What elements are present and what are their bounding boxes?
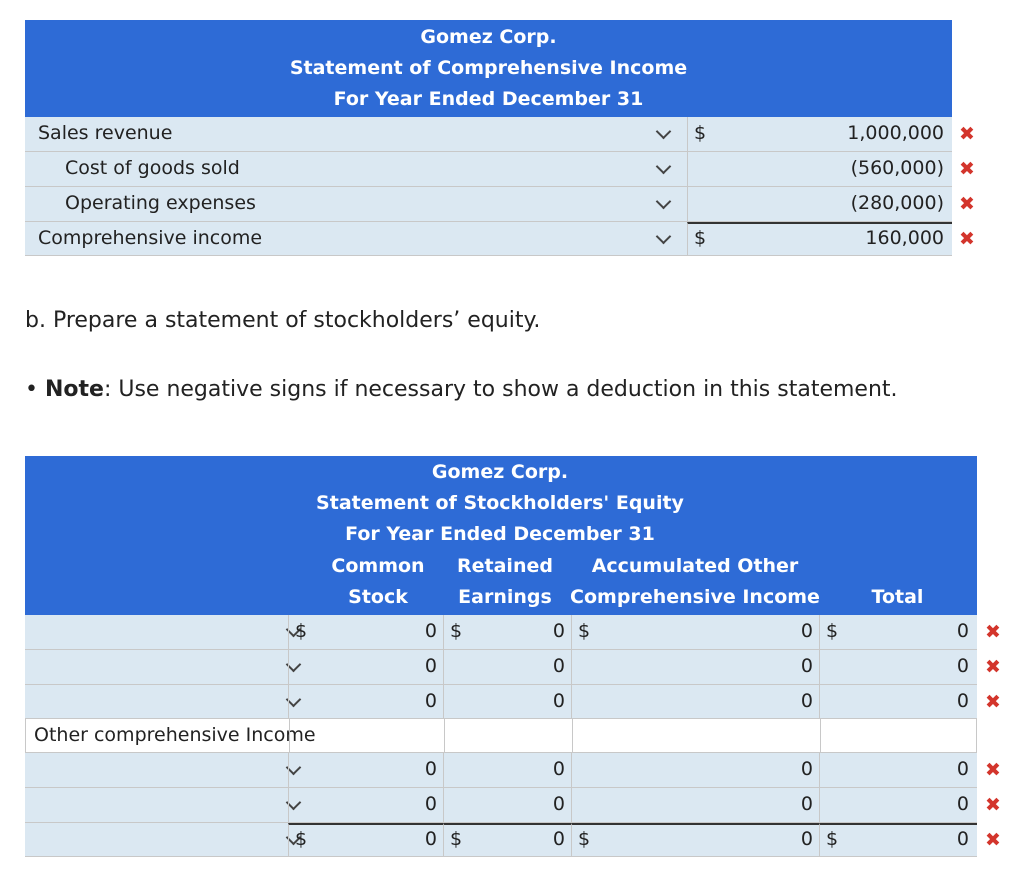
part-b-instruction: b. Prepare a statement of stockholders’ equity. xyxy=(25,308,541,333)
chevron-down-icon[interactable] xyxy=(656,124,672,140)
statement-title: Statement of Stockholders' Equity xyxy=(316,492,684,514)
table-row xyxy=(25,117,952,152)
bullet-icon: • xyxy=(25,377,38,402)
x-mark-icon: ✖ xyxy=(985,656,1001,678)
currency-symbol: $ xyxy=(450,828,463,850)
note-text: : Use negative signs if necessary to show a deduction in this statement. xyxy=(103,377,898,402)
common-cell[interactable] xyxy=(288,753,443,787)
chevron-down-icon[interactable] xyxy=(656,159,672,175)
table-row xyxy=(25,615,977,650)
row-label-select[interactable] xyxy=(25,615,313,649)
aoci-cell[interactable] xyxy=(571,788,819,822)
row-label: Comprehensive income xyxy=(38,227,263,249)
table-row xyxy=(25,788,977,823)
total-cell[interactable] xyxy=(819,650,977,684)
note-line xyxy=(25,377,898,402)
retained-value: 0 xyxy=(552,758,565,780)
section-label: Other comprehensive Income xyxy=(34,724,316,746)
row-label-select[interactable] xyxy=(25,685,313,718)
row-label: Cost of goods sold xyxy=(65,157,240,179)
x-mark-icon: ✖ xyxy=(959,158,975,180)
aoci-cell[interactable] xyxy=(571,753,819,787)
aoci-cell[interactable] xyxy=(571,823,819,856)
retained-cell[interactable] xyxy=(443,788,571,822)
total-value: 0 xyxy=(956,793,969,815)
aoci-cell[interactable] xyxy=(571,650,819,684)
aoci-cell[interactable] xyxy=(571,685,819,718)
aoci-value: 0 xyxy=(800,758,813,780)
total-value: 0 xyxy=(956,655,969,677)
chevron-down-icon[interactable] xyxy=(656,194,672,210)
common-cell[interactable] xyxy=(288,788,443,822)
retained-value: 0 xyxy=(552,793,565,815)
aoci-value: 0 xyxy=(800,690,813,712)
equity-statement-header xyxy=(25,456,977,615)
common-cell[interactable] xyxy=(288,685,443,718)
retained-cell[interactable] xyxy=(443,685,571,718)
x-mark-icon: ✖ xyxy=(959,193,975,215)
col-header-common: Common xyxy=(331,555,425,577)
amount-value: (280,000) xyxy=(850,192,944,214)
table-row xyxy=(25,222,952,256)
aoci-cell[interactable] xyxy=(571,615,819,649)
amount-cell[interactable] xyxy=(687,117,952,151)
currency-symbol: $ xyxy=(578,828,591,850)
retained-cell[interactable] xyxy=(443,650,571,684)
total-value: 0 xyxy=(956,620,969,642)
currency-symbol: $ xyxy=(694,227,707,249)
total-value: 0 xyxy=(956,690,969,712)
row-label-select[interactable] xyxy=(25,823,313,856)
table-row xyxy=(25,753,977,788)
company-name: Gomez Corp. xyxy=(431,461,569,483)
x-mark-icon: ✖ xyxy=(985,691,1001,713)
table-row xyxy=(25,685,977,719)
total-value: 0 xyxy=(956,828,969,850)
retained-value: 0 xyxy=(552,690,565,712)
amount-value: 160,000 xyxy=(865,227,944,249)
income-statement-header xyxy=(25,20,952,117)
currency-symbol: $ xyxy=(295,828,308,850)
col-header-retained: Retained xyxy=(457,555,553,577)
common-cell[interactable] xyxy=(289,719,444,752)
common-value: 0 xyxy=(424,828,437,850)
amount-cell[interactable] xyxy=(687,152,952,186)
col-header-total: Total xyxy=(871,586,924,608)
common-cell[interactable] xyxy=(288,650,443,684)
table-row xyxy=(25,650,977,685)
x-mark-icon: ✖ xyxy=(985,621,1001,643)
aoci-value: 0 xyxy=(800,655,813,677)
total-value: 0 xyxy=(956,758,969,780)
col-header-retained-2: Earnings xyxy=(458,586,552,608)
table-row xyxy=(25,187,952,222)
common-value: 0 xyxy=(424,655,437,677)
statement-title: Statement of Comprehensive Income xyxy=(289,57,688,79)
aoci-value: 0 xyxy=(800,828,813,850)
retained-cell[interactable] xyxy=(443,823,571,856)
row-label-select[interactable] xyxy=(25,650,313,684)
row-label-select[interactable] xyxy=(25,753,313,787)
currency-symbol: $ xyxy=(578,620,591,642)
common-value: 0 xyxy=(424,793,437,815)
table-row xyxy=(25,823,977,857)
table-row xyxy=(25,152,952,187)
aoci-cell[interactable] xyxy=(572,719,820,752)
row-label-select[interactable] xyxy=(25,788,313,822)
col-header-aoci: Accumulated Other xyxy=(591,555,799,577)
statement-period: For Year Ended December 31 xyxy=(345,523,655,545)
common-value: 0 xyxy=(424,758,437,780)
amount-value: (560,000) xyxy=(850,157,944,179)
retained-cell[interactable] xyxy=(444,719,572,752)
row-label: Sales revenue xyxy=(38,122,173,144)
common-cell[interactable] xyxy=(288,823,443,856)
currency-symbol: $ xyxy=(295,620,308,642)
x-mark-icon: ✖ xyxy=(959,228,975,250)
statement-period: For Year Ended December 31 xyxy=(333,88,644,110)
retained-cell[interactable] xyxy=(443,615,571,649)
chevron-down-icon[interactable] xyxy=(656,229,672,245)
total-cell[interactable] xyxy=(819,615,977,649)
amount-cell[interactable] xyxy=(687,187,952,221)
x-mark-icon: ✖ xyxy=(985,794,1001,816)
aoci-value: 0 xyxy=(800,793,813,815)
x-mark-icon: ✖ xyxy=(985,759,1001,781)
aoci-value: 0 xyxy=(800,620,813,642)
x-mark-icon: ✖ xyxy=(985,829,1001,851)
common-value: 0 xyxy=(424,690,437,712)
retained-value: 0 xyxy=(552,620,565,642)
retained-cell[interactable] xyxy=(443,753,571,787)
currency-symbol: $ xyxy=(826,620,839,642)
amount-cell[interactable] xyxy=(687,222,952,255)
section-row xyxy=(25,719,977,753)
row-label: Operating expenses xyxy=(65,192,256,214)
total-cell[interactable] xyxy=(819,685,977,718)
currency-symbol: $ xyxy=(694,122,707,144)
amount-value: 1,000,000 xyxy=(847,122,944,144)
col-header-aoci-2: Comprehensive Income xyxy=(570,586,820,608)
total-cell[interactable] xyxy=(819,788,977,822)
retained-value: 0 xyxy=(552,828,565,850)
currency-symbol: $ xyxy=(826,828,839,850)
common-cell[interactable] xyxy=(288,615,443,649)
total-cell[interactable] xyxy=(819,753,977,787)
total-cell[interactable] xyxy=(819,823,977,856)
x-mark-icon: ✖ xyxy=(959,123,975,145)
note-label: Note xyxy=(44,377,104,402)
retained-value: 0 xyxy=(552,655,565,677)
common-value: 0 xyxy=(424,620,437,642)
company-name: Gomez Corp. xyxy=(420,26,557,48)
col-header-common-2: Stock xyxy=(348,586,408,608)
currency-symbol: $ xyxy=(450,620,463,642)
total-cell[interactable] xyxy=(820,719,978,752)
